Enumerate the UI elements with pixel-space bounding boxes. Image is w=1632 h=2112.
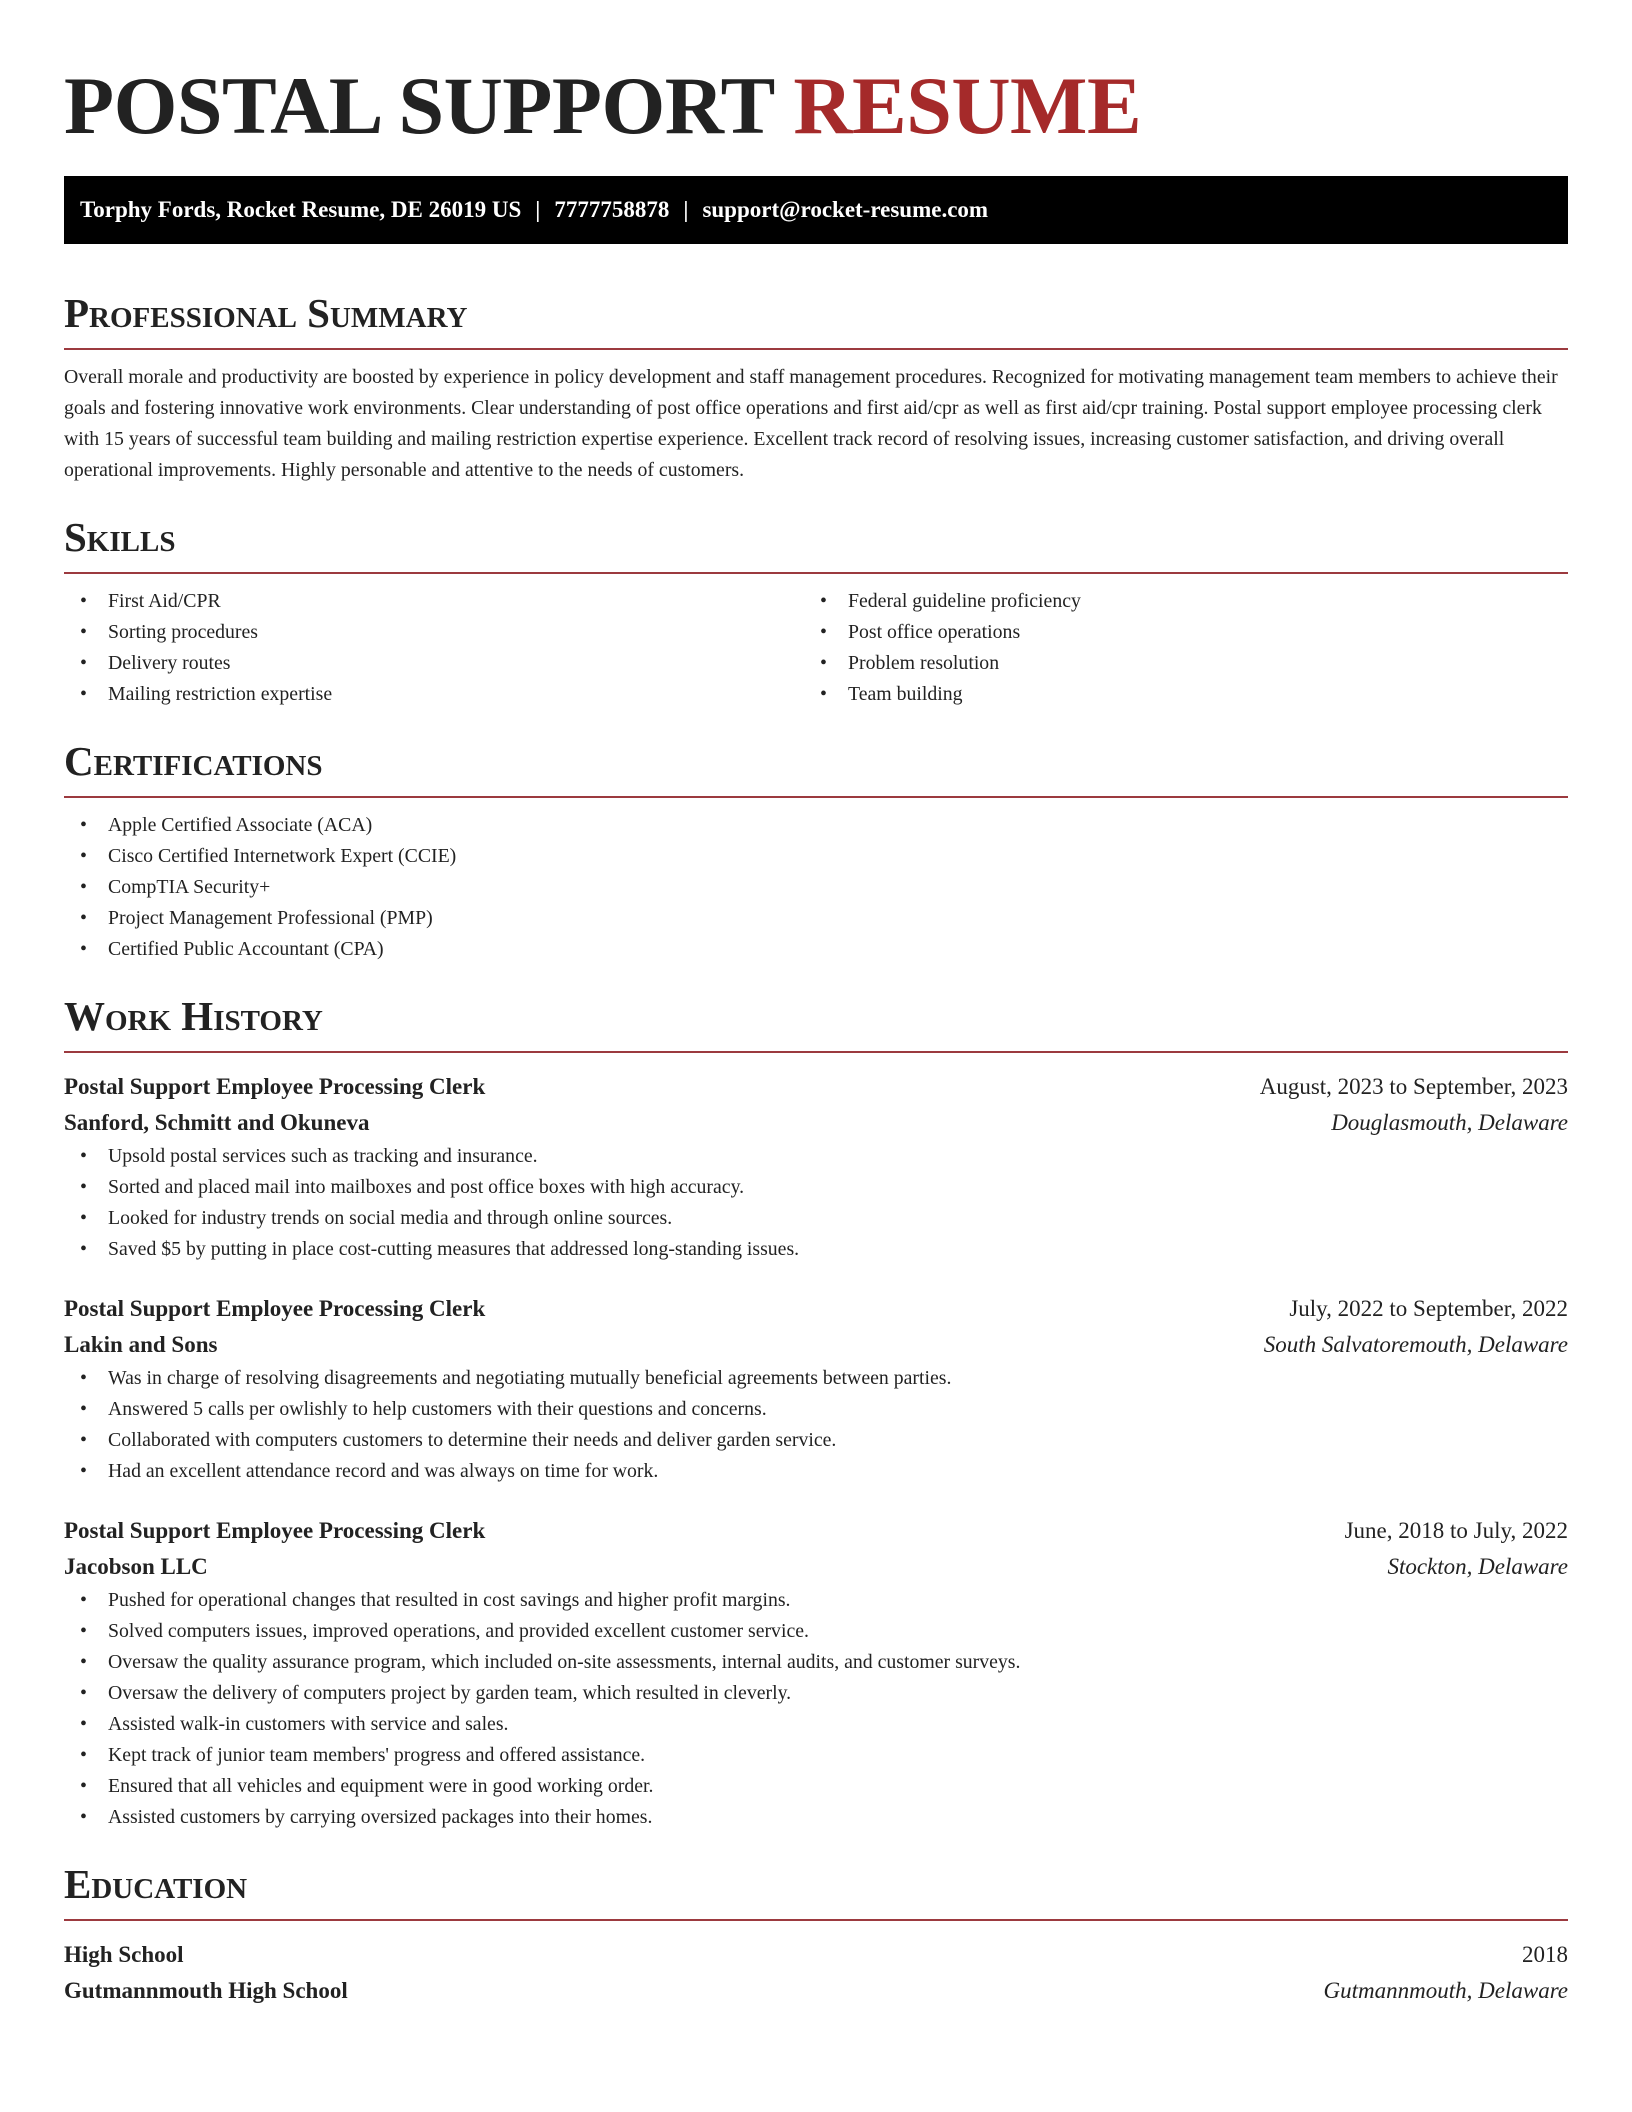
job-header-row xyxy=(64,1291,1568,1327)
resume-title xyxy=(64,56,1568,156)
job-title: Postal Support Employee Processing Clerk xyxy=(64,1518,486,1543)
education-year: 2018 xyxy=(1522,1942,1568,1967)
summary-section xyxy=(64,288,1568,486)
skill-item: • Federal guideline proficiency xyxy=(804,586,1544,617)
skill-item: • Team building xyxy=(804,679,1544,710)
title-accent: RESUME xyxy=(793,60,1142,151)
skill-item: • First Aid/CPR xyxy=(64,586,804,617)
summary-text: Overall morale and productivity are boosted by experience in policy development and staff management procedures. Recognized for motivating management team members to achieve their goals and fostering innovative work environments. Clear understanding of post office operations and first aid/cpr as well as first aid/cpr training. Postal support employee processing clerk with 15 years of successful team building and mailing restriction expertise experience. Excellent track record of resolving issues, increasing customer satisfaction, and driving overall operational improvements. Highly personable and attentive to the needs of customers. xyxy=(64,366,1558,481)
job-entry xyxy=(64,1513,1568,1833)
job-duty-item: • Answered 5 calls per owlishly to help customers with their questions and concerns. xyxy=(64,1394,1568,1425)
job-duty-item: • Saved $5 by putting in place cost-cutting measures that addressed long-standing issues. xyxy=(64,1234,1568,1265)
job-company-row xyxy=(64,1105,1568,1141)
job-duties-list xyxy=(64,1141,1568,1265)
skill-item: • Sorting procedures xyxy=(64,617,804,648)
contact-phone: 7777758878 xyxy=(554,197,670,222)
certifications-list xyxy=(64,810,1568,965)
education-section xyxy=(64,1859,1568,2009)
education-school-row xyxy=(64,1973,1568,2009)
section-divider xyxy=(64,348,1568,350)
contact-separator: | xyxy=(683,197,689,222)
skills-grid xyxy=(64,586,1568,710)
job-duty-item: • Oversaw the quality assurance program, which included on-site assessments, internal audits, and customer surveys. xyxy=(64,1647,1568,1678)
job-duty-item: • Assisted walk-in customers with service and sales. xyxy=(64,1709,1568,1740)
job-duty-item: • Solved computers issues, improved operations, and provided excellent customer service. xyxy=(64,1616,1568,1647)
job-entry xyxy=(64,1069,1568,1265)
skills-section xyxy=(64,512,1568,710)
job-duty-item: • Looked for industry trends on social media and through online sources. xyxy=(64,1203,1568,1234)
section-divider xyxy=(64,1919,1568,1921)
work-history-section xyxy=(64,991,1568,1833)
skill-item: • Problem resolution xyxy=(804,648,1544,679)
job-duty-item: • Assisted customers by carrying oversized packages into their homes. xyxy=(64,1802,1568,1833)
job-duties-list xyxy=(64,1585,1568,1833)
certification-item: • CompTIA Security+ xyxy=(64,872,1568,903)
certification-item: • Project Management Professional (PMP) xyxy=(64,903,1568,934)
skill-item: • Delivery routes xyxy=(64,648,804,679)
certifications-heading: Certifications xyxy=(64,738,323,784)
job-duty-item: • Sorted and placed mail into mailboxes and post office boxes with high accuracy. xyxy=(64,1172,1568,1203)
job-dates: June, 2018 to July, 2022 xyxy=(1344,1518,1568,1543)
education-degree: High School xyxy=(64,1942,184,1967)
job-title: Postal Support Employee Processing Clerk xyxy=(64,1296,486,1321)
certification-item: • Apple Certified Associate (ACA) xyxy=(64,810,1568,841)
job-duty-item: • Upsold postal services such as tracking and insurance. xyxy=(64,1141,1568,1172)
certifications-section xyxy=(64,736,1568,965)
education-school: Gutmannmouth High School xyxy=(64,1978,348,2003)
education-heading: Education xyxy=(64,1861,248,1907)
contact-address: Torphy Fords, Rocket Resume, DE 26019 US xyxy=(80,197,522,222)
section-divider xyxy=(64,572,1568,574)
resume-page xyxy=(64,0,1568,2009)
title-main: POSTAL SUPPORT xyxy=(64,60,774,151)
education-entry xyxy=(64,1937,1568,2009)
job-company-row xyxy=(64,1327,1568,1363)
education-degree-row xyxy=(64,1937,1568,1973)
job-header-row xyxy=(64,1513,1568,1549)
work-history-heading: Work History xyxy=(64,993,323,1039)
job-header-row xyxy=(64,1069,1568,1105)
skills-left-list xyxy=(64,586,804,710)
section-divider xyxy=(64,1051,1568,1053)
job-duty-item: • Ensured that all vehicles and equipment were in good working order. xyxy=(64,1771,1568,1802)
education-location: Gutmannmouth, Delaware xyxy=(1323,1978,1568,2003)
contact-separator: | xyxy=(535,197,541,222)
job-duty-item: • Collaborated with computers customers to determine their needs and deliver garden service. xyxy=(64,1425,1568,1456)
job-duty-item: • Kept track of junior team members' progress and offered assistance. xyxy=(64,1740,1568,1771)
contact-email: support@rocket-resume.com xyxy=(702,197,989,222)
skills-right-list xyxy=(804,586,1544,710)
job-entry xyxy=(64,1291,1568,1487)
job-company: Jacobson LLC xyxy=(64,1554,208,1579)
job-location: South Salvatoremouth, Delaware xyxy=(1263,1332,1568,1357)
job-location: Douglasmouth, Delaware xyxy=(1331,1110,1568,1135)
job-company-row xyxy=(64,1549,1568,1585)
job-dates: August, 2023 to September, 2023 xyxy=(1259,1074,1568,1099)
job-dates: July, 2022 to September, 2022 xyxy=(1289,1296,1568,1321)
section-divider xyxy=(64,796,1568,798)
job-duty-item: • Was in charge of resolving disagreements and negotiating mutually beneficial agreements between parties. xyxy=(64,1363,1568,1394)
certification-item: • Cisco Certified Internetwork Expert (CCIE) xyxy=(64,841,1568,872)
job-duty-item: • Had an excellent attendance record and was always on time for work. xyxy=(64,1456,1568,1487)
job-title: Postal Support Employee Processing Clerk xyxy=(64,1074,486,1099)
summary-heading: Professional Summary xyxy=(64,290,468,336)
certification-item: • Certified Public Accountant (CPA) xyxy=(64,934,1568,965)
skill-item: • Post office operations xyxy=(804,617,1544,648)
job-duty-item: • Oversaw the delivery of computers project by garden team, which resulted in cleverly. xyxy=(64,1678,1568,1709)
job-duties-list xyxy=(64,1363,1568,1487)
job-location: Stockton, Delaware xyxy=(1387,1554,1568,1579)
job-duty-item: • Pushed for operational changes that resulted in cost savings and higher profit margins. xyxy=(64,1585,1568,1616)
job-company: Lakin and Sons xyxy=(64,1332,218,1357)
job-company: Sanford, Schmitt and Okuneva xyxy=(64,1110,370,1135)
skill-item: • Mailing restriction expertise xyxy=(64,679,804,710)
skills-heading: Skills xyxy=(64,514,176,560)
contact-bar xyxy=(64,176,1568,244)
